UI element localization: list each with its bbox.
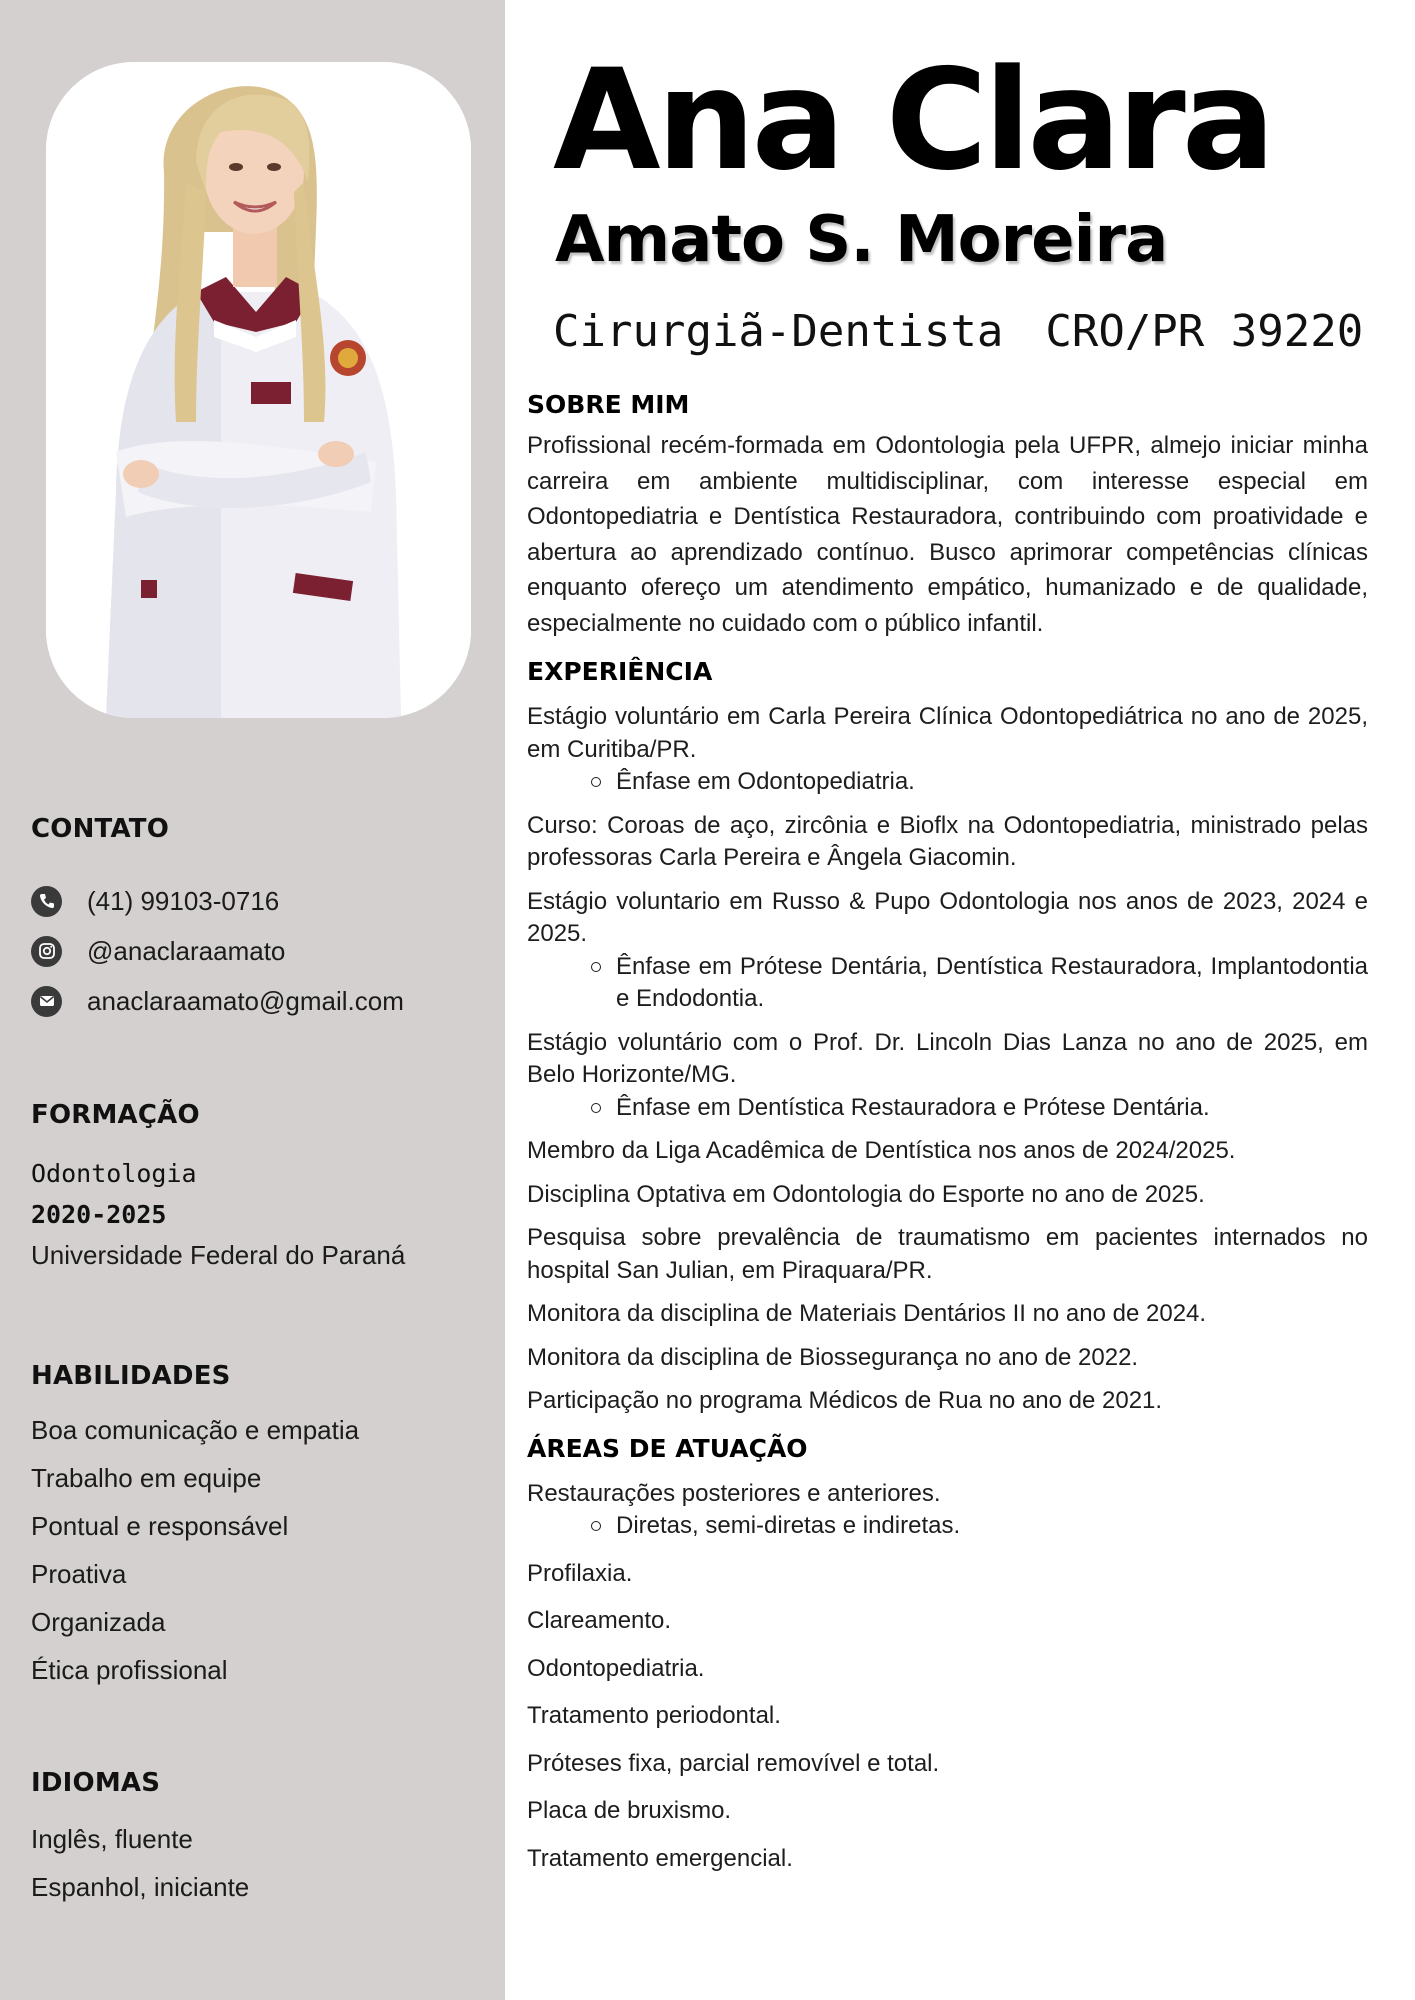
skill-item: Ética profissional [31,1655,228,1685]
area-item: Placa de bruxismo. [527,1797,732,1824]
experience-item [527,1135,1368,1168]
instagram-icon [31,936,62,967]
skills-list [31,1406,359,1694]
experience-item [527,1342,1368,1375]
phone-icon [31,886,62,917]
area-item: Próteses fixa, parcial removível e total. [527,1749,940,1777]
experience-text: Membro da Liga Acadêmica de Dentística nos anos de 2024/2025. [527,1137,1236,1164]
about-heading: SOBRE MIM [527,390,690,419]
contact-email [31,976,404,1026]
area-text: Restaurações posteriores e anteriores. [527,1479,941,1507]
experience-list [527,701,1368,1418]
experience-text: Monitora da disciplina de Materiais Dentários II no ano de 2024. [527,1300,1207,1327]
areas-list [527,1478,1368,1876]
experience-heading: EXPERIÊNCIA [527,657,713,686]
experience-item [527,810,1368,875]
language-item: Inglês, fluente [31,1824,193,1854]
education-heading: FORMAÇÃO [31,1100,200,1130]
skill-item: Organizada [31,1607,166,1637]
about-text: Profissional recém-formada em Odontologia pela UFPR, almejo iniciar minha carreira em ambiente multidisciplinar, com interesse especial em Odontopediatria e Dentística Restauradora, contribuindo com proatividade e abertura ao aprendizado contínuo. Busco aprimorar competências clínicas enquanto ofereço um atendimento empático, humanizado e de qualidade, especialmente no cuidado com o público infantil. [527,432,1368,637]
instagram-handle[interactable]: @anaclaraamato [87,935,286,966]
experience-text: Estágio voluntario em Russo & Pupo Odontologia nos anos de 2023, 2024 e 2025. [527,887,1368,947]
experience-item [527,1298,1368,1331]
experience-text: Estágio voluntário em Carla Pereira Clínica Odontopediátrica no ano de 2025, em Curitiba/PR. [527,703,1368,763]
phone-number[interactable]: (41) 99103-0716 [87,885,280,916]
experience-item [527,886,1368,1016]
area-item: Tratamento periodontal. [527,1702,781,1729]
skill-item: Proativa [31,1559,127,1589]
contact-phone [31,876,404,926]
contact-heading: CONTATO [31,814,170,844]
experience-text: Estágio voluntário com o Prof. Dr. Lincoln Dias Lanza no ano de 2025, em Belo Horizonte/MG. [527,1028,1368,1088]
language-item: Espanhol, iniciante [31,1872,250,1902]
area-item: Profilaxia. [527,1559,633,1587]
areas-heading: ÁREAS DE ATUAÇÃO [527,1433,808,1463]
area-item [527,1478,1368,1543]
area-item: Odontopediatria. [527,1654,705,1682]
last-name: Amato S. Moreira [555,203,1168,277]
experience-text: Curso: Coroas de aço, zircônia e Bioflx na Odontopediatria, ministrado pelas professoras Carla Pereira e Ângela Giacomin. [527,811,1368,871]
experience-item [527,1027,1368,1125]
experience-text: Monitora da disciplina de Biossegurança no ano de 2022. [527,1343,1139,1371]
languages-heading: IDIOMAS [31,1768,161,1798]
experience-text: Pesquisa sobre prevalência de traumatismo em pacientes internados no hospital San Julian, em Piraquara/PR. [527,1224,1368,1284]
email-icon [31,986,62,1017]
experience-item [527,701,1368,799]
first-name: Ana Clara [553,39,1272,201]
email-address[interactable]: anaclaraamato@gmail.com [87,985,404,1016]
education-years: 2020-2025 [31,1200,167,1229]
main-content [527,388,1368,1890]
experience-bullet: Ênfase em Prótese Dentária, Dentística Restauradora, Implantodontia e Endodontia. [527,951,1368,1016]
area-bullet: Diretas, semi-diretas e indiretas. [527,1510,1368,1543]
contact-instagram [31,926,404,976]
profession-line [553,302,1363,362]
experience-item [527,1385,1368,1418]
area-item: Clareamento. [527,1607,672,1634]
education-block [31,1153,405,1276]
skill-item: Trabalho em equipe [31,1463,262,1493]
skills-heading: HABILIDADES [31,1361,231,1391]
profile-photo [46,62,471,718]
sidebar [0,0,505,2000]
contact-list [31,876,404,1026]
skill-item: Pontual e responsável [31,1511,289,1541]
area-item: Tratamento emergencial. [527,1844,793,1872]
education-institution: Universidade Federal do Paraná [31,1240,406,1270]
profession: Cirurgiã-Dentista [553,306,1004,357]
skill-item: Boa comunicação e empatia [31,1415,360,1445]
experience-item [527,1222,1368,1287]
experience-text: Participação no programa Médicos de Rua no ano de 2021. [527,1387,1163,1414]
experience-bullet: Ênfase em Odontopediatria. [527,766,1368,799]
experience-item [527,1179,1368,1212]
experience-bullet: Ênfase em Dentística Restauradora e Prótese Dentária. [527,1092,1368,1125]
education-course: Odontologia [31,1159,197,1188]
experience-text: Disciplina Optativa em Odontologia do Esporte no ano de 2025. [527,1180,1205,1208]
languages-list [31,1815,249,1911]
registration-number: CRO/PR 39220 [1045,306,1364,357]
